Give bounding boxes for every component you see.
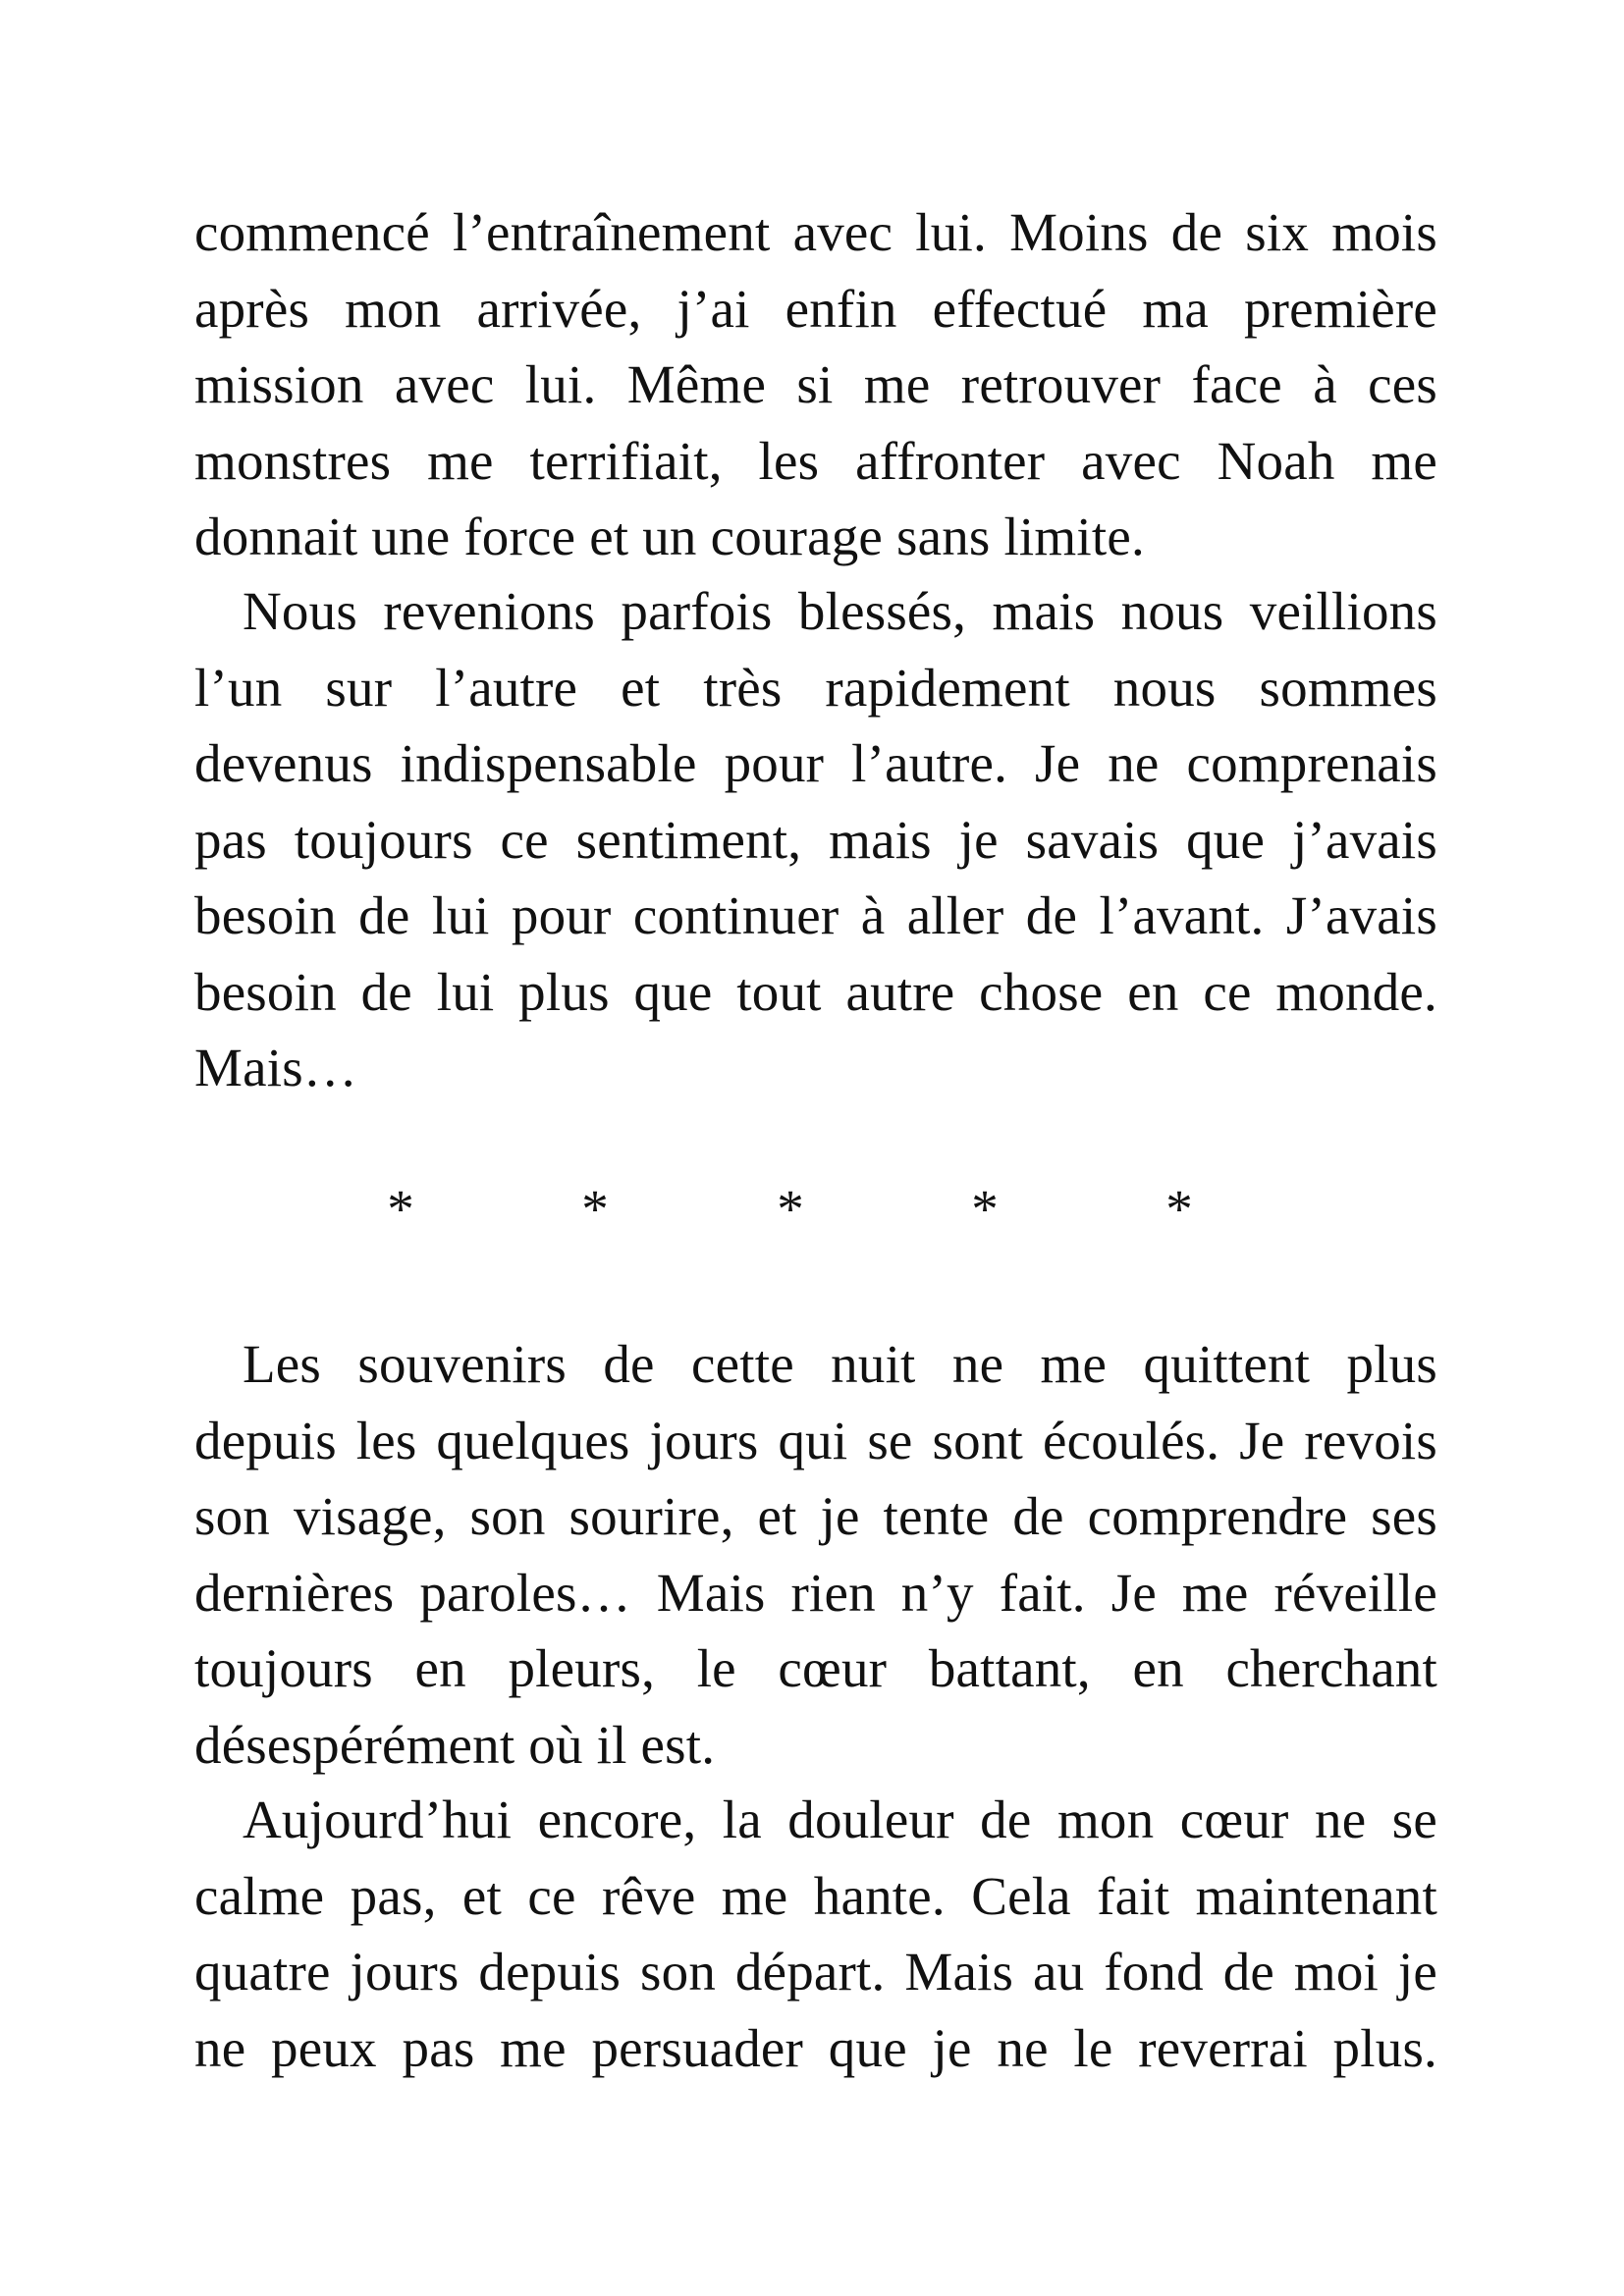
text-line: Aujourd’hui encore, la douleur de mon cœur ne se <box>243 1789 1437 1849</box>
text-line: mission avec lui. Même si me retrouver face à ces <box>194 354 1437 414</box>
text-line: Mais… <box>194 1038 357 1097</box>
separator-star: * <box>581 1179 609 1239</box>
separator-star: * <box>387 1179 414 1239</box>
text-line: ne peux pas me persuader que je ne le reverrai plus. <box>194 2017 1437 2078</box>
text-line: Les souvenirs de cette nuit ne me quittent plus <box>243 1334 1437 1394</box>
text-line: quatre jours depuis son départ. Mais au fond de moi je <box>194 1942 1437 2002</box>
text-line: l’un sur l’autre et très rapidement nous sommes <box>194 657 1437 718</box>
text-line: après mon arrivée, j’ai enfin effectué ma première <box>194 278 1437 339</box>
text-line: calme pas, et ce rêve me hante. Cela fait maintenant <box>194 1865 1437 1926</box>
paragraph <box>194 1782 1437 2086</box>
paragraph-continuation <box>194 194 1437 575</box>
separator-star: * <box>777 1179 804 1239</box>
text-line: besoin de lui plus que tout autre chose en ce monde. <box>194 961 1437 1022</box>
text-line: depuis les quelques jours qui se sont écoulés. Je revois <box>194 1410 1437 1470</box>
paragraph <box>194 573 1437 1106</box>
text-line: devenus indispensable pour l’autre. Je ne comprenais <box>194 733 1437 793</box>
text-line: donnait une force et un courage sans limite. <box>194 507 1145 566</box>
text-line: son visage, son sourire, et je tente de comprendre ses <box>194 1486 1437 1546</box>
text-line: besoin de lui pour continuer à aller de l’avant. J’avais <box>194 885 1437 945</box>
text-line: pas toujours ce sentiment, mais je savais que j’avais <box>194 809 1437 870</box>
scene-break-separator <box>194 1178 1437 1237</box>
text-line: désespérément où il est. <box>194 1714 716 1775</box>
text-line: commencé l’entraînement avec lui. Moins de six mois <box>194 202 1437 262</box>
text-line: monstres me terrifiait, les affronter avec Noah me <box>194 430 1437 491</box>
separator-star: * <box>1165 1179 1193 1239</box>
text-line: toujours en pleurs, le cœur battant, en cherchant <box>194 1638 1437 1698</box>
text-line: dernières paroles… Mais rien n’y fait. Je me réveille <box>194 1562 1437 1623</box>
paragraph <box>194 1326 1437 1783</box>
separator-star: * <box>971 1179 999 1239</box>
text-line: Nous revenions parfois blessés, mais nous veillions <box>243 581 1437 641</box>
